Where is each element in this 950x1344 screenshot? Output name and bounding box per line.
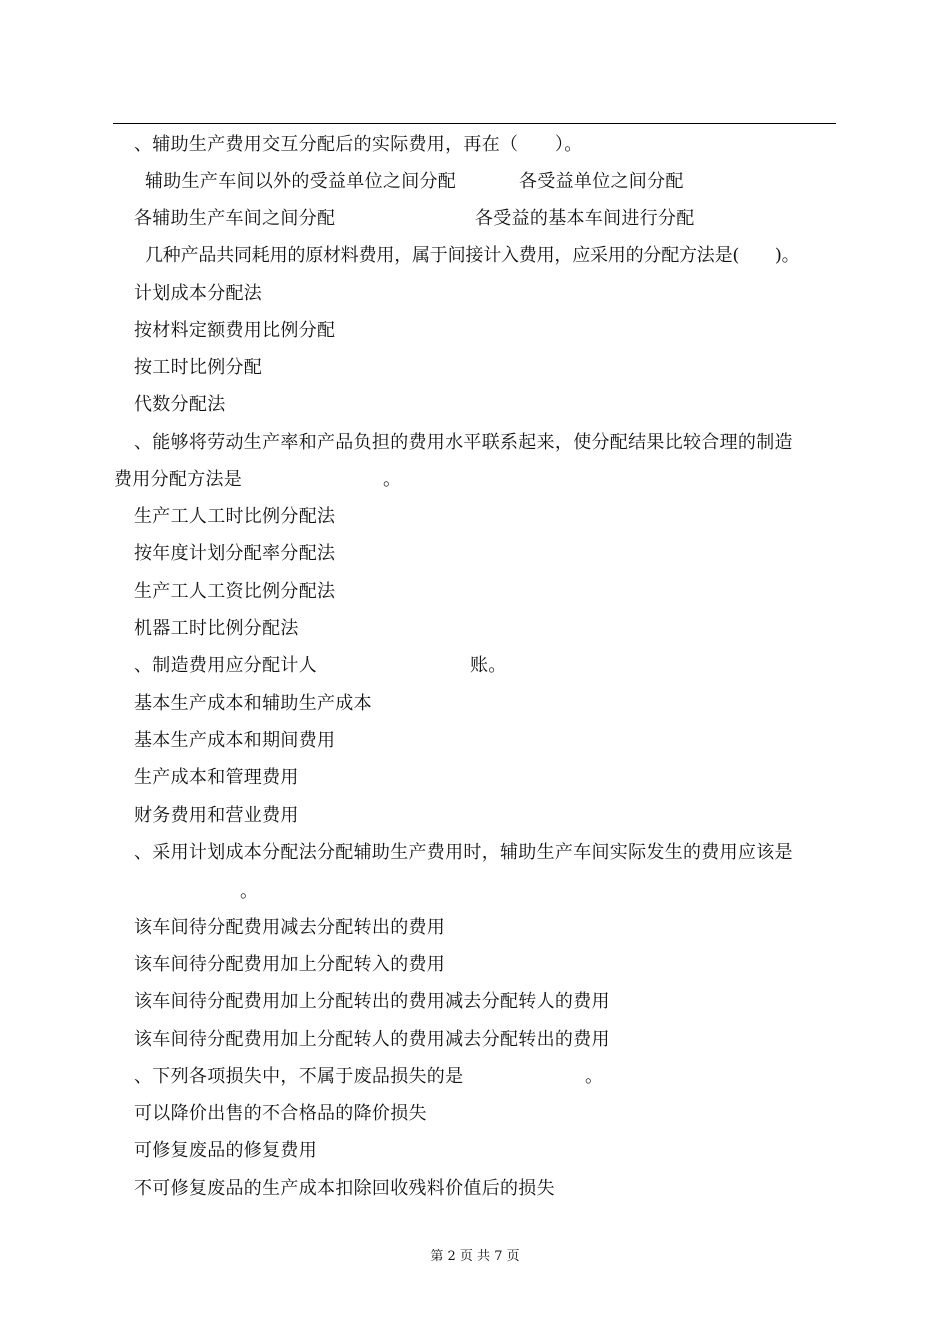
option-line: 按年度计划分配率分配法	[134, 543, 336, 564]
option-line: 可修复废品的修复费用	[134, 1140, 317, 1161]
option-line: 生产工人工资比例分配法	[134, 581, 336, 602]
option-line: 各受益的基本车间进行分配	[475, 208, 695, 229]
question-line: 、能够将劳动生产率和产品负担的费用水平联系起来，使分配结果比较合理的制造	[134, 432, 793, 453]
option-line: 代数分配法	[134, 394, 226, 415]
question-line: 、采用计划成本分配法分配辅助生产费用时，辅助生产车间实际发生的费用应该是	[134, 842, 793, 863]
option-line: 按材料定额费用比例分配	[134, 320, 336, 341]
option-line: 生产成本和管理费用	[134, 767, 299, 788]
page-footer: 第 2 页 共 7 页	[430, 1249, 520, 1264]
question-line: 、下列各项损失中，不属于废品损失的是	[134, 1066, 464, 1087]
option-line: 辅助生产车间以外的受益单位之间分配	[145, 171, 457, 192]
question-line: 。	[383, 469, 402, 490]
question-line: 几种产品共同耗用的原材料费用，属于间接计入费用，应采用的分配方法是( )。	[145, 245, 800, 266]
option-line: 基本生产成本和期间费用	[134, 730, 336, 751]
question-line: 。	[240, 881, 259, 902]
option-line: 生产工人工时比例分配法	[134, 506, 336, 527]
option-line: 该车间待分配费用加上分配转出的费用减去分配转人的费用	[134, 991, 610, 1012]
question-line: 费用分配方法是	[114, 469, 243, 490]
option-line: 基本生产成本和辅助生产成本	[134, 693, 372, 714]
option-line: 各受益单位之间分配	[519, 171, 684, 192]
option-line: 按工时比例分配	[134, 357, 263, 378]
option-line: 该车间待分配费用减去分配转出的费用	[134, 917, 446, 938]
option-line: 不可修复废品的生产成本扣除回收残料价值后的损失	[134, 1178, 555, 1199]
question-line: 、制造费用应分配计人	[134, 655, 317, 676]
option-line: 机器工时比例分配法	[134, 618, 299, 639]
option-line: 该车间待分配费用加上分配转入的费用	[134, 954, 446, 975]
option-line: 该车间待分配费用加上分配转人的费用减去分配转出的费用	[134, 1029, 610, 1050]
option-line: 可以降价出售的不合格品的降价损失	[134, 1103, 427, 1124]
option-line: 计划成本分配法	[134, 283, 263, 304]
question-line: 账。	[470, 655, 507, 676]
question-line: 、辅助生产费用交互分配后的实际费用，再在（ ）。	[134, 134, 583, 155]
option-line: 各辅助生产车间之间分配	[134, 208, 336, 229]
option-line: 财务费用和营业费用	[134, 805, 299, 826]
header-rule	[113, 123, 836, 124]
question-line: 。	[585, 1066, 604, 1087]
